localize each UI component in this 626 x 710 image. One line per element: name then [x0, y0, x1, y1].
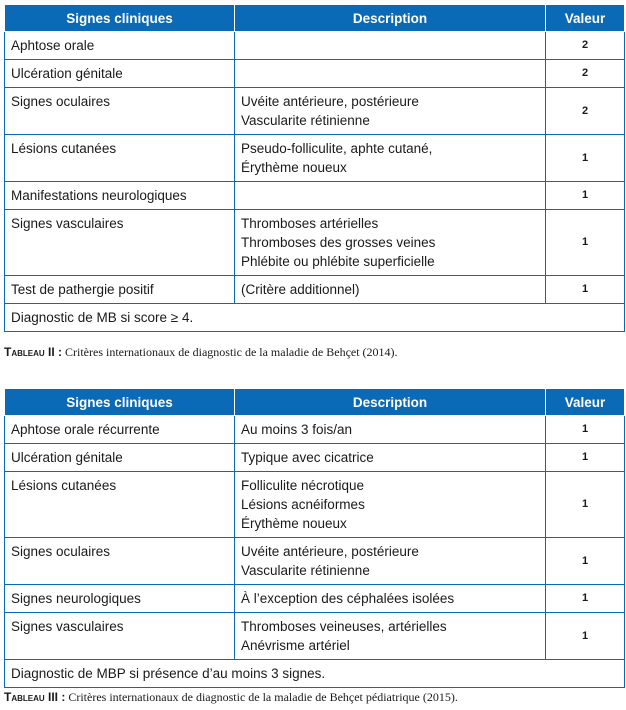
description-line: Folliculite nécrotique [241, 478, 365, 493]
description-line: (Critère additionnel) [241, 282, 360, 297]
diagnostic-rule: Diagnostic de MB si score ≥ 4. [5, 304, 625, 332]
description-line: Anévrisme artériel [241, 638, 350, 653]
table-header-row [5, 389, 625, 416]
description-cell [235, 416, 546, 444]
description-line: Érythème noueux [241, 160, 347, 175]
value-cell: 1 [546, 135, 625, 182]
table-row [5, 135, 625, 182]
description-cell [235, 210, 546, 276]
description-cell [235, 585, 546, 613]
table-row [5, 88, 625, 135]
table-row [5, 32, 625, 60]
table-body [5, 32, 625, 304]
header-value: Valeur [546, 389, 625, 416]
table-row [5, 613, 625, 660]
table-row [5, 585, 625, 613]
description-cell [235, 182, 546, 210]
clinical-sign-cell: Test de pathergie positif [5, 276, 235, 304]
description-line: Thromboses artérielles [241, 216, 379, 231]
table-caption [4, 345, 624, 360]
description-cell [235, 444, 546, 472]
header-description: Description [235, 389, 546, 416]
clinical-sign-cell: Signes vasculaires [5, 613, 235, 660]
description-cell [235, 472, 546, 538]
clinical-sign-cell: Signes neurologiques [5, 585, 235, 613]
value-cell: 1 [546, 210, 625, 276]
table-row [5, 472, 625, 538]
value-cell: 2 [546, 88, 625, 135]
header-signs: Signes cliniques [5, 5, 235, 32]
caption-label: Tableau III : [4, 690, 66, 704]
clinical-sign-cell: Manifestations neurologiques [5, 182, 235, 210]
table-row [5, 276, 625, 304]
header-description: Description [235, 5, 546, 32]
table-footer-row [5, 304, 625, 332]
description-line: Thromboses des grosses veines [241, 235, 436, 250]
criteria-table-2015 [4, 388, 625, 688]
value-cell: 2 [546, 60, 625, 88]
table-footer-row [5, 660, 625, 688]
value-cell: 1 [546, 472, 625, 538]
table-row [5, 210, 625, 276]
table-header-row [5, 5, 625, 32]
clinical-sign-cell: Lésions cutanées [5, 472, 235, 538]
description-line: À l’exception des céphalées isolées [241, 591, 455, 606]
description-line: Thromboses veineuses, artérielles [241, 619, 447, 634]
clinical-sign-cell: Aphtose orale récurrente [5, 416, 235, 444]
clinical-sign-cell: Signes oculaires [5, 88, 235, 135]
value-cell: 1 [546, 416, 625, 444]
header-value: Valeur [546, 5, 625, 32]
description-line: Pseudo-folliculite, aphte cutané, [241, 141, 433, 156]
value-cell: 2 [546, 32, 625, 60]
clinical-sign-cell: Aphtose orale [5, 32, 235, 60]
caption-label: Tableau II : [4, 345, 62, 359]
clinical-sign-cell: Signes oculaires [5, 538, 235, 585]
caption-text: Critères internationaux de diagnostic de la maladie de Behçet pédiatrique (2015). [65, 690, 458, 704]
description-line: Lésions acnéiformes [241, 497, 365, 512]
table-body [5, 416, 625, 660]
table-row [5, 416, 625, 444]
description-cell [235, 276, 546, 304]
description-line: Typique avec cicatrice [241, 450, 374, 465]
table-row [5, 538, 625, 585]
criteria-table-2014 [4, 4, 625, 332]
table-caption [4, 690, 624, 705]
description-cell [235, 135, 546, 182]
clinical-sign-cell: Ulcération génitale [5, 444, 235, 472]
clinical-sign-cell: Lésions cutanées [5, 135, 235, 182]
value-cell: 1 [546, 585, 625, 613]
caption-text: Critères internationaux de diagnostic de la maladie de Behçet (2014). [62, 345, 398, 359]
description-cell [235, 32, 546, 60]
value-cell: 1 [546, 613, 625, 660]
description-cell [235, 88, 546, 135]
value-cell: 1 [546, 182, 625, 210]
description-line: Vascularite rétinienne [241, 563, 370, 578]
description-cell [235, 538, 546, 585]
header-signs: Signes cliniques [5, 389, 235, 416]
value-cell: 1 [546, 538, 625, 585]
table-row [5, 60, 625, 88]
description-line: Uvéite antérieure, postérieure [241, 544, 419, 559]
description-line: Phlébite ou phlébite superficielle [241, 254, 435, 269]
description-line: Uvéite antérieure, postérieure [241, 94, 419, 109]
value-cell: 1 [546, 276, 625, 304]
description-line: Vascularite rétinienne [241, 113, 370, 128]
value-cell: 1 [546, 444, 625, 472]
description-cell [235, 60, 546, 88]
description-cell [235, 613, 546, 660]
description-line: Érythème noueux [241, 516, 347, 531]
clinical-sign-cell: Ulcération génitale [5, 60, 235, 88]
clinical-sign-cell: Signes vasculaires [5, 210, 235, 276]
description-line: Au moins 3 fois/an [241, 422, 353, 437]
diagnostic-rule: Diagnostic de MBP si présence d’au moins 3 signes. [5, 660, 625, 688]
table-row [5, 182, 625, 210]
table-row [5, 444, 625, 472]
